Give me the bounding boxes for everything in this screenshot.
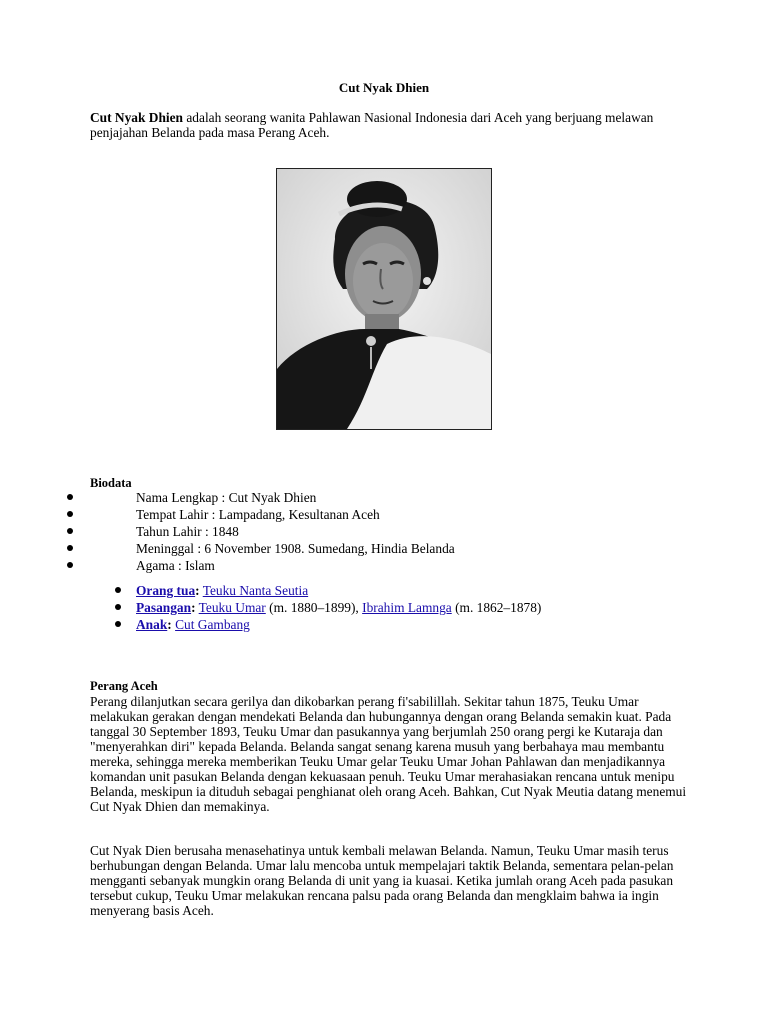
- biodata-list: [0, 490, 768, 575]
- list-item: Meninggal : 6 November 1908. Sumedang, Hindia Belanda: [0, 541, 768, 558]
- portrait-photo: [276, 168, 492, 430]
- anak-link[interactable]: Anak: [136, 617, 168, 632]
- perang-aceh-paragraph-1: Perang dilanjutkan secara gerilya dan dikobarkan perang fi'sabilillah. Sekitar tahun 1875, Teuku Umar melakukan gerakan dengan mendekati Belanda dan hubungannya dengan orang Belanda semakin kuat. Pada tanggal 30 September 1893, Teuku Umar dan pasukannya yang berjumlah 250 orang pergi ke Kutaraja dan "menyerahkan diri" kepada Belanda. Belanda sangat senang karena musuh yang berbahaya mau membantu mereka, sehingga mereka memberikan Teuku Umar gelar Teuku Umar Johan Pahlawan dan menjadikannya komandan unit pasukan Belanda dengan kekuasaan penuh. Teuku Umar merahasiakan rencana untuk menipu Belanda, meskipun ia dituduh sebagai penghianat oleh orang Aceh. Bahkan, Cut Nyak Meutia datang menemui Cut Nyak Dhien dan memakinya.: [90, 694, 687, 814]
- spouse-ibrahim-lamnga-link[interactable]: Ibrahim Lamnga: [362, 600, 452, 615]
- relation-anak: Anak: Cut Gambang: [0, 617, 768, 634]
- perang-aceh-heading: Perang Aceh: [90, 679, 158, 693]
- bullet-icon: [115, 604, 121, 610]
- list-item: Agama : Islam: [0, 558, 768, 575]
- orang-tua-link[interactable]: Orang tua: [136, 583, 196, 598]
- page-title: Cut Nyak Dhien: [338, 80, 430, 95]
- bullet-icon: [115, 621, 121, 627]
- bullet-icon: [67, 494, 73, 500]
- intro-paragraph: [90, 110, 690, 140]
- relation-orang-tua: Orang tua: Teuku Nanta Seutia: [0, 583, 768, 600]
- list-item: Nama Lengkap : Cut Nyak Dhien: [0, 490, 768, 507]
- bullet-icon: [115, 587, 121, 593]
- bullet-icon: [67, 528, 73, 534]
- list-item: Tempat Lahir : Lampadang, Kesultanan Aceh: [0, 507, 768, 524]
- perang-aceh-paragraph-2: Cut Nyak Dien berusaha menasehatinya untuk kembali melawan Belanda. Namun, Teuku Umar masih terus berhubungan dengan Belanda. Umar lalu mencoba untuk mempelajari taktik Belanda, sementara pelan-pelan mengganti sebanyak mungkin orang Belanda di unit yang ia kuasai. Ketika jumlah orang Aceh pada pasukan tersebut cukup, Teuku Umar melakukan rencana palsu pada orang Belanda dan mengklaim bahwa ia ingin menyerang basis Aceh.: [90, 843, 674, 918]
- pasangan-link[interactable]: Pasangan: [136, 600, 192, 615]
- intro-subject: Cut Nyak Dhien: [90, 110, 184, 125]
- parent-name-link[interactable]: Teuku Nanta Seutia: [202, 583, 309, 598]
- child-name-link[interactable]: Cut Gambang: [175, 617, 250, 632]
- bullet-icon: [67, 562, 73, 568]
- spouse-teuku-umar-link[interactable]: Teuku Umar: [198, 600, 266, 615]
- relation-pasangan: Pasangan: Teuku Umar (m. 1880–1899), Ibrahim Lamnga (m. 1862–1878): [0, 600, 768, 617]
- intro-text: adalah seorang wanita Pahlawan Nasional Indonesia dari Aceh yang berjuang melawan penjajahan Belanda pada masa Perang Aceh.: [90, 110, 654, 140]
- biodata-heading: Biodata: [90, 476, 132, 490]
- relations-list: [0, 583, 768, 634]
- bullet-icon: [67, 545, 73, 551]
- list-item: Tahun Lahir : 1848: [0, 524, 768, 541]
- bullet-icon: [67, 511, 73, 517]
